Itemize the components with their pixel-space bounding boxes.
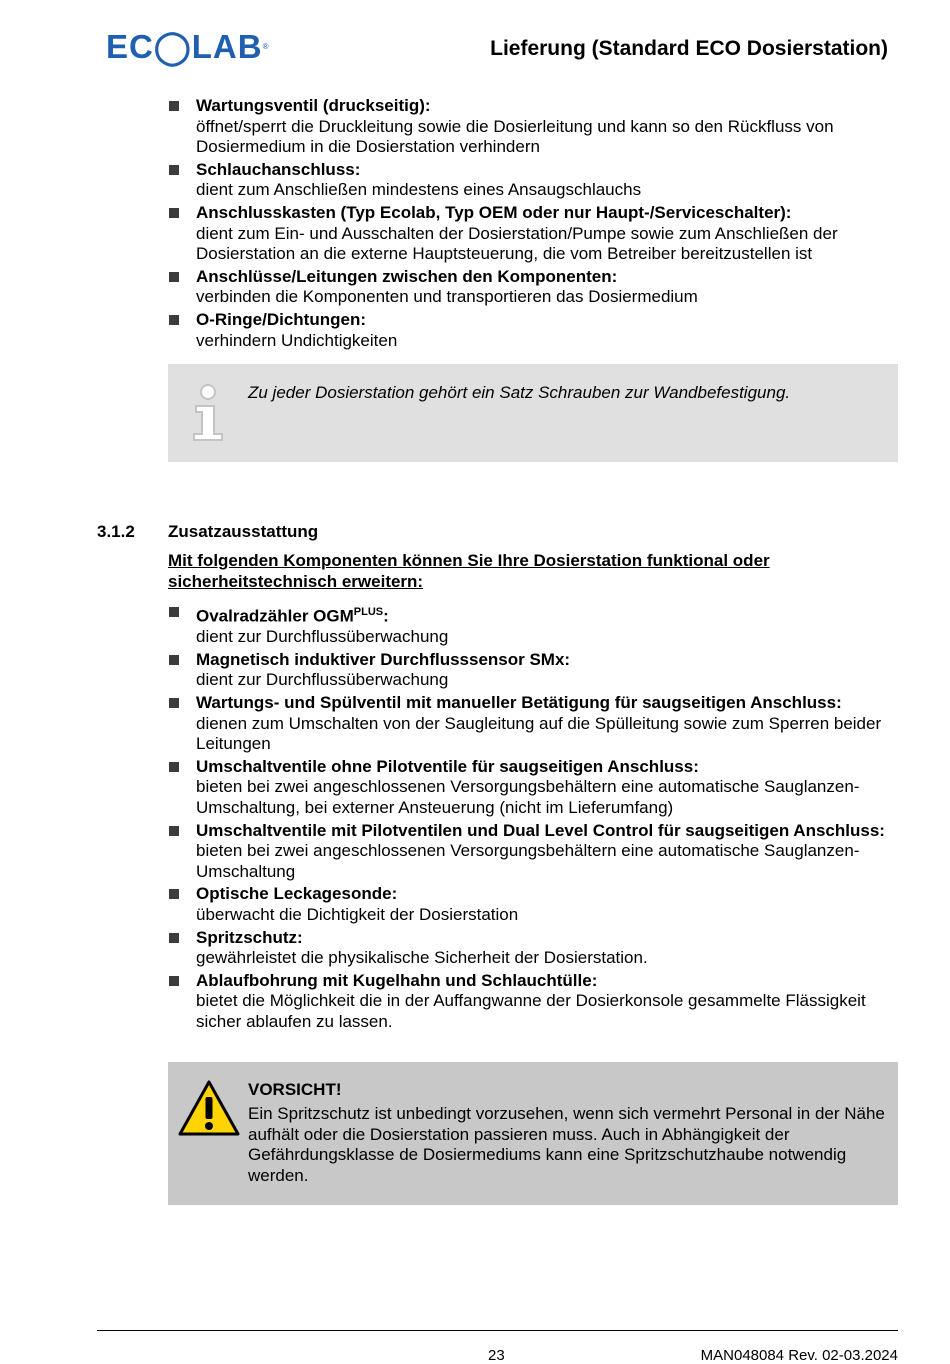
square-bullet-icon [169, 655, 179, 665]
item-term: Umschaltventile ohne Pilotventile für saugseitigen Anschluss: [196, 756, 699, 776]
item-description: dient zum Ein- und Ausschalten der Dosierstation/Pumpe sowie zum Anschließen der Dosierstation an die externe Hauptsteuerung, die vom Betreiber bereitzustellen ist [196, 223, 838, 264]
square-bullet-icon [169, 889, 179, 899]
item-term-text: Ovalradzähler OGM [196, 606, 354, 626]
item-term: Optische Leckagesonde: [196, 884, 398, 904]
optional-items-list [167, 602, 897, 1035]
square-bullet-icon [169, 165, 179, 175]
logo-text: EC◯LAB [106, 28, 263, 65]
list-item [167, 693, 897, 755]
item-term-superscript: PLUS [353, 606, 384, 618]
info-note-text: Zu jeder Dosierstation gehört ein Satz Schrauben zur Wandbefestigung. [248, 383, 791, 402]
square-bullet-icon [169, 272, 179, 282]
list-item [167, 928, 897, 969]
item-description: gewährleistet die physikalische Sicherheit der Dosierstation. [196, 948, 648, 968]
item-description: dient zur Durchflussüberwachung [196, 670, 449, 690]
list-item [167, 160, 897, 201]
item-description: öffnet/sperrt die Druckleitung sowie die Dosierleitung und kann so den Rückfluss von Dosiermedium in die Dosierstation verhindern [196, 116, 834, 157]
warning-box [168, 1062, 898, 1205]
item-term: Spritzschutz: [196, 927, 303, 947]
list-item [167, 821, 897, 883]
item-description: verhindern Undichtigkeiten [196, 330, 398, 350]
registered-mark: ® [262, 42, 270, 51]
item-term: O-Ringe/Dichtungen: [196, 309, 366, 329]
list-item [167, 884, 897, 925]
item-term: Anschlüsse/Leitungen zwischen den Komponenten: [196, 266, 618, 286]
item-term: Umschaltventile mit Pilotventilen und Dual Level Control für saugseitigen Anschluss: [196, 820, 885, 840]
item-description: bieten bei zwei angeschlossenen Versorgungsbehältern eine automatische Sauglanzen-Umschaltung [196, 841, 860, 881]
footer-divider [97, 1330, 898, 1331]
item-term: Magnetisch induktiver Durchflusssensor SMx: [196, 649, 571, 669]
document-reference: MAN048084 Rev. 02-03.2024 [700, 1347, 898, 1364]
page-header-title: Lieferung (Standard ECO Dosierstation) [490, 37, 888, 60]
standard-items-list [167, 96, 897, 353]
ecolab-logo [106, 30, 270, 63]
warning-text: Ein Spritzschutz ist unbedingt vorzusehen, wenn sich vermehrt Personal in der Nähe aufhält oder die Dosierstation passieren muss. Auch in Abhängigkeit der Gefährdungsklasse de Dosiermediums kann eine Spritzschutzhaube notwendig werden. [248, 1104, 885, 1185]
square-bullet-icon [169, 762, 179, 772]
list-item [167, 203, 897, 265]
square-bullet-icon [169, 607, 179, 617]
list-item [167, 310, 897, 351]
item-description: dienen zum Umschalten von der Saugleitung auf die Spülleitung sowie zum Sperren beider Leitungen [196, 713, 882, 754]
item-description: verbinden die Komponenten und transportieren das Dosiermedium [196, 287, 698, 307]
item-term: Schlauchanschluss: [196, 159, 361, 179]
square-bullet-icon [169, 698, 179, 708]
section-number: 3.1.2 [97, 522, 135, 541]
square-bullet-icon [169, 315, 179, 325]
item-term-suffix: : [383, 606, 389, 626]
item-term: Wartungsventil (druckseitig): [196, 96, 431, 115]
square-bullet-icon [169, 976, 179, 986]
item-term: Wartungs- und Spülventil mit manueller Betätigung für saugseitigen Anschluss: [196, 693, 842, 713]
list-item [167, 96, 897, 158]
square-bullet-icon [169, 933, 179, 943]
item-description: überwacht die Dichtigkeit der Dosierstation [196, 904, 519, 924]
page-number: 23 [488, 1347, 505, 1364]
warning-triangle-icon [178, 1080, 240, 1136]
warning-title: VORSICHT! [248, 1080, 342, 1099]
item-description: dient zum Anschließen mindestens eines Ansaugschlauchs [196, 180, 642, 200]
square-bullet-icon [169, 826, 179, 836]
square-bullet-icon [169, 101, 179, 111]
item-description: dient zur Durchflussüberwachung [196, 627, 449, 647]
list-item [167, 650, 897, 691]
item-term: Anschlusskasten (Typ Ecolab, Typ OEM oder nur Haupt-/Serviceschalter): [196, 202, 792, 222]
info-icon [190, 382, 226, 442]
list-item [167, 602, 897, 648]
section-intro: Mit folgenden Komponenten können Sie Ihre Dosierstation funktional oder sicherheitstechnisch erweitern: [168, 551, 770, 591]
item-description: bieten bei zwei angeschlossenen Versorgungsbehältern eine automatische Sauglanzen-Umschaltung, bei externer Ansteuerung (nicht im Lieferumfang) [196, 777, 860, 817]
section-title: Zusatzausstattung [168, 522, 319, 541]
info-note-box [168, 364, 898, 462]
square-bullet-icon [169, 208, 179, 218]
item-term [196, 602, 897, 627]
item-description: bietet die Möglichkeit die in der Auffangwanne der Dosierkonsole gesammelte Flässigkeit sicher ablaufen zu lassen. [196, 991, 866, 1031]
list-item [167, 757, 897, 819]
list-item [167, 267, 897, 308]
list-item [167, 971, 897, 1033]
item-term: Ablaufbohrung mit Kugelhahn und Schlauchtülle: [196, 970, 598, 990]
